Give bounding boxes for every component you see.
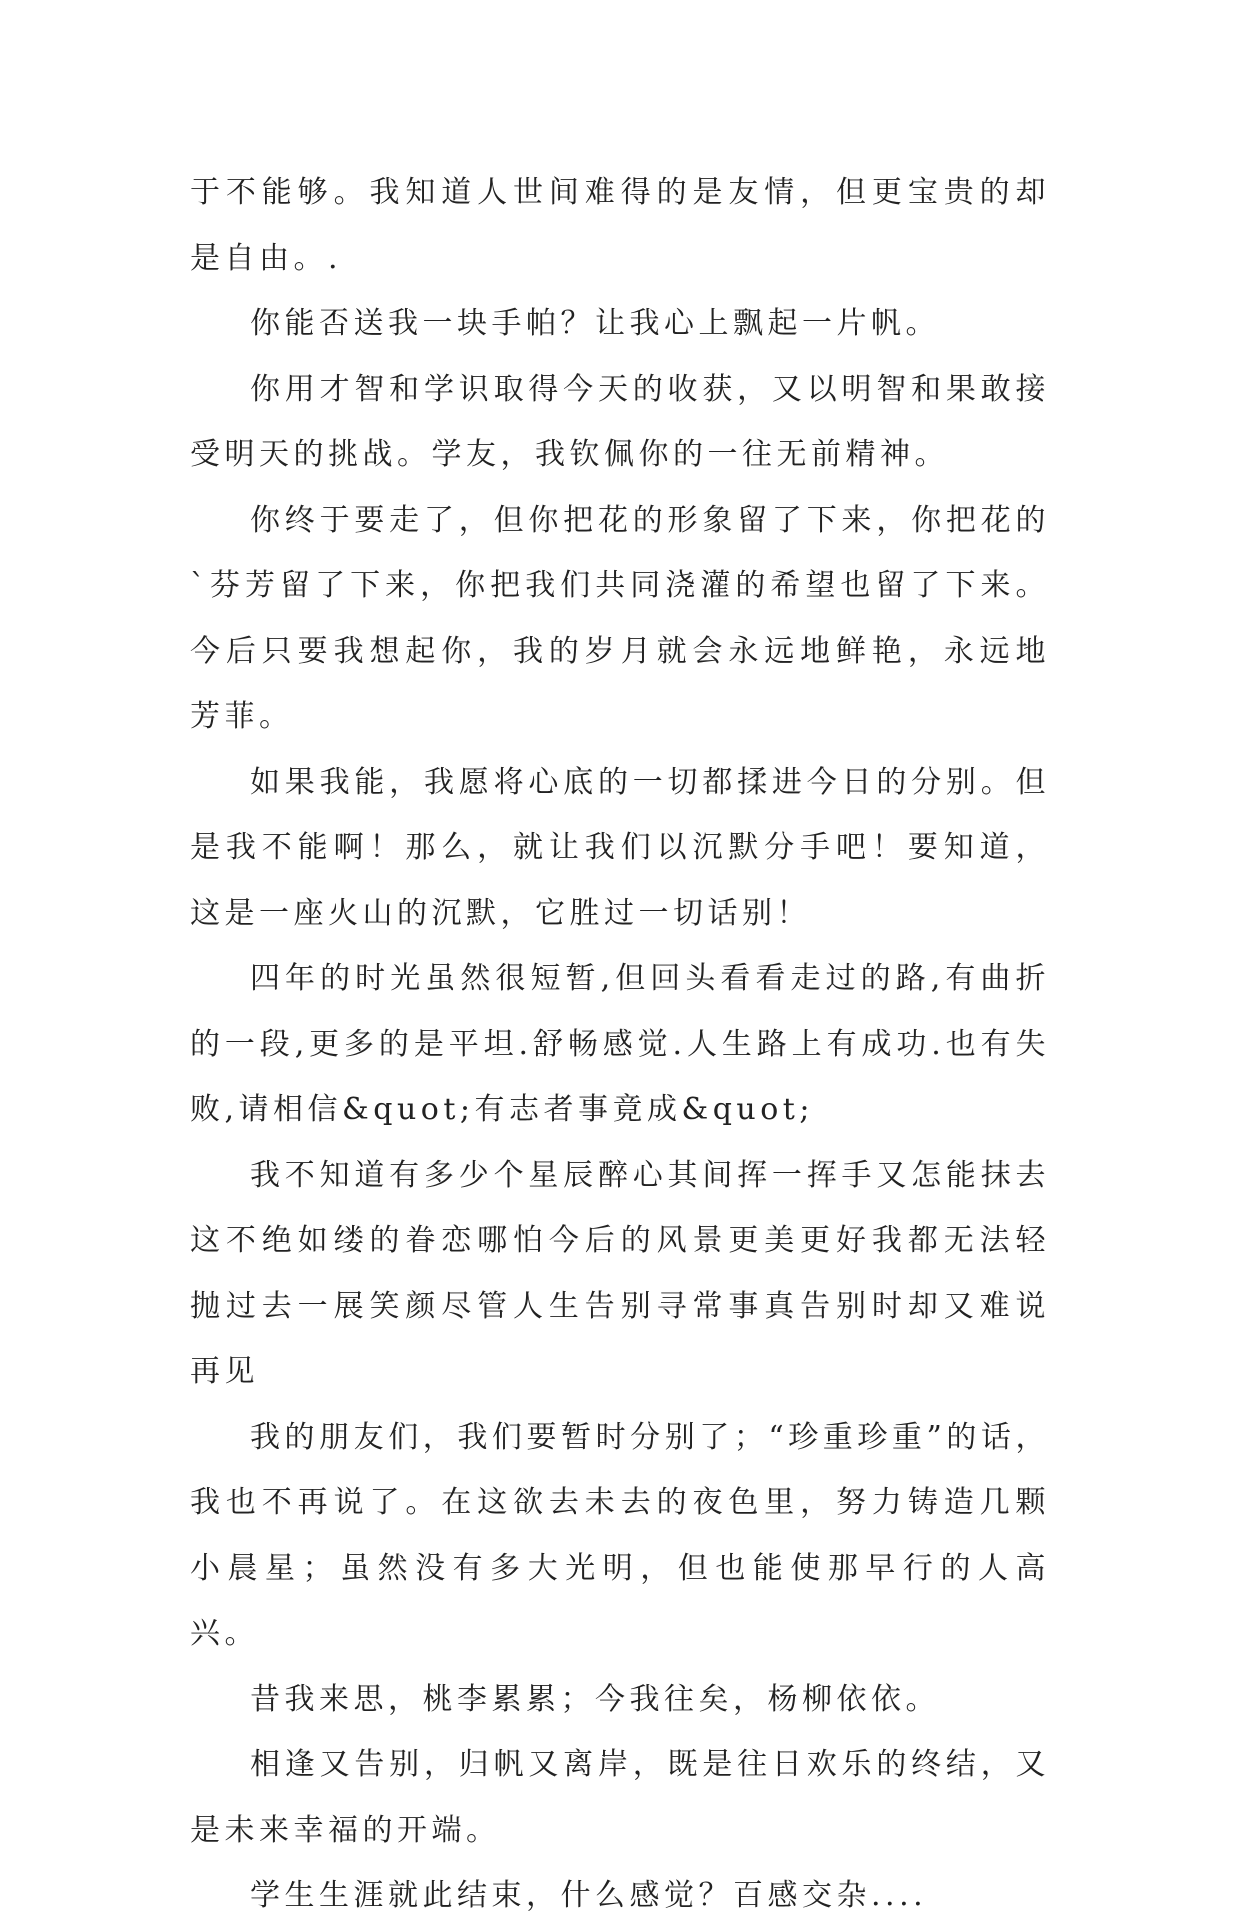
paragraph: 我的朋友们，我们要暂时分别了；“珍重珍重”的话，我也不再说了。在这欲去未去的夜色里，努力铸造几颗小晨星；虽然没有多大光明，但也能使那早行的人高兴。	[190, 1419, 1050, 1651]
paragraph: 你终于要走了，但你把花的形象留了下来，你把花的`芬芳留了下来，你把我们共同浇灌的希望也留了下来。今后只要我想起你，我的岁月就会永远地鲜艳，永远地芳菲。	[190, 502, 1050, 734]
paragraph: 昔我来思，桃李累累；今我往矣，杨柳依依。	[250, 1681, 940, 1717]
paragraph: 我不知道有多少个星辰醉心其间挥一挥手又怎能抹去这不绝如缕的眷恋哪怕今后的风景更美更好我都无法轻抛过去一展笑颜尽管人生告别寻常事真告别时却又难说再见	[190, 1157, 1050, 1389]
paragraph: 你用才智和学识取得今天的收获，又以明智和果敢接受明天的挑战。学友，我钦佩你的一往无前精神。	[190, 371, 1050, 472]
paragraph: 四年的时光虽然很短暂,但回头看看走过的路,有曲折的一段,更多的是平坦.舒畅感觉.人生路上有成功.也有失败,请相信&quot;有志者事竟成&quot;	[190, 961, 1050, 1127]
paragraph: 相逢又告别，归帆又离岸，既是往日欢乐的终结，又是未来幸福的开端。	[190, 1747, 1050, 1848]
paragraph: 于不能够。我知道人世间难得的是友情，但更宝贵的却是自由。.	[190, 175, 1050, 276]
document-body	[190, 160, 1050, 1929]
paragraph: 你能否送我一块手帕？让我心上飘起一片帆。	[250, 306, 940, 341]
paragraph: 学生生涯就此结束，什么感觉？百感交杂....	[250, 1878, 928, 1913]
paragraph: 如果我能，我愿将心底的一切都揉进今日的分别。但是我不能啊！那么，就让我们以沉默分手吧！要知道，这是一座火山的沉默，它胜过一切话别！	[190, 764, 1050, 931]
